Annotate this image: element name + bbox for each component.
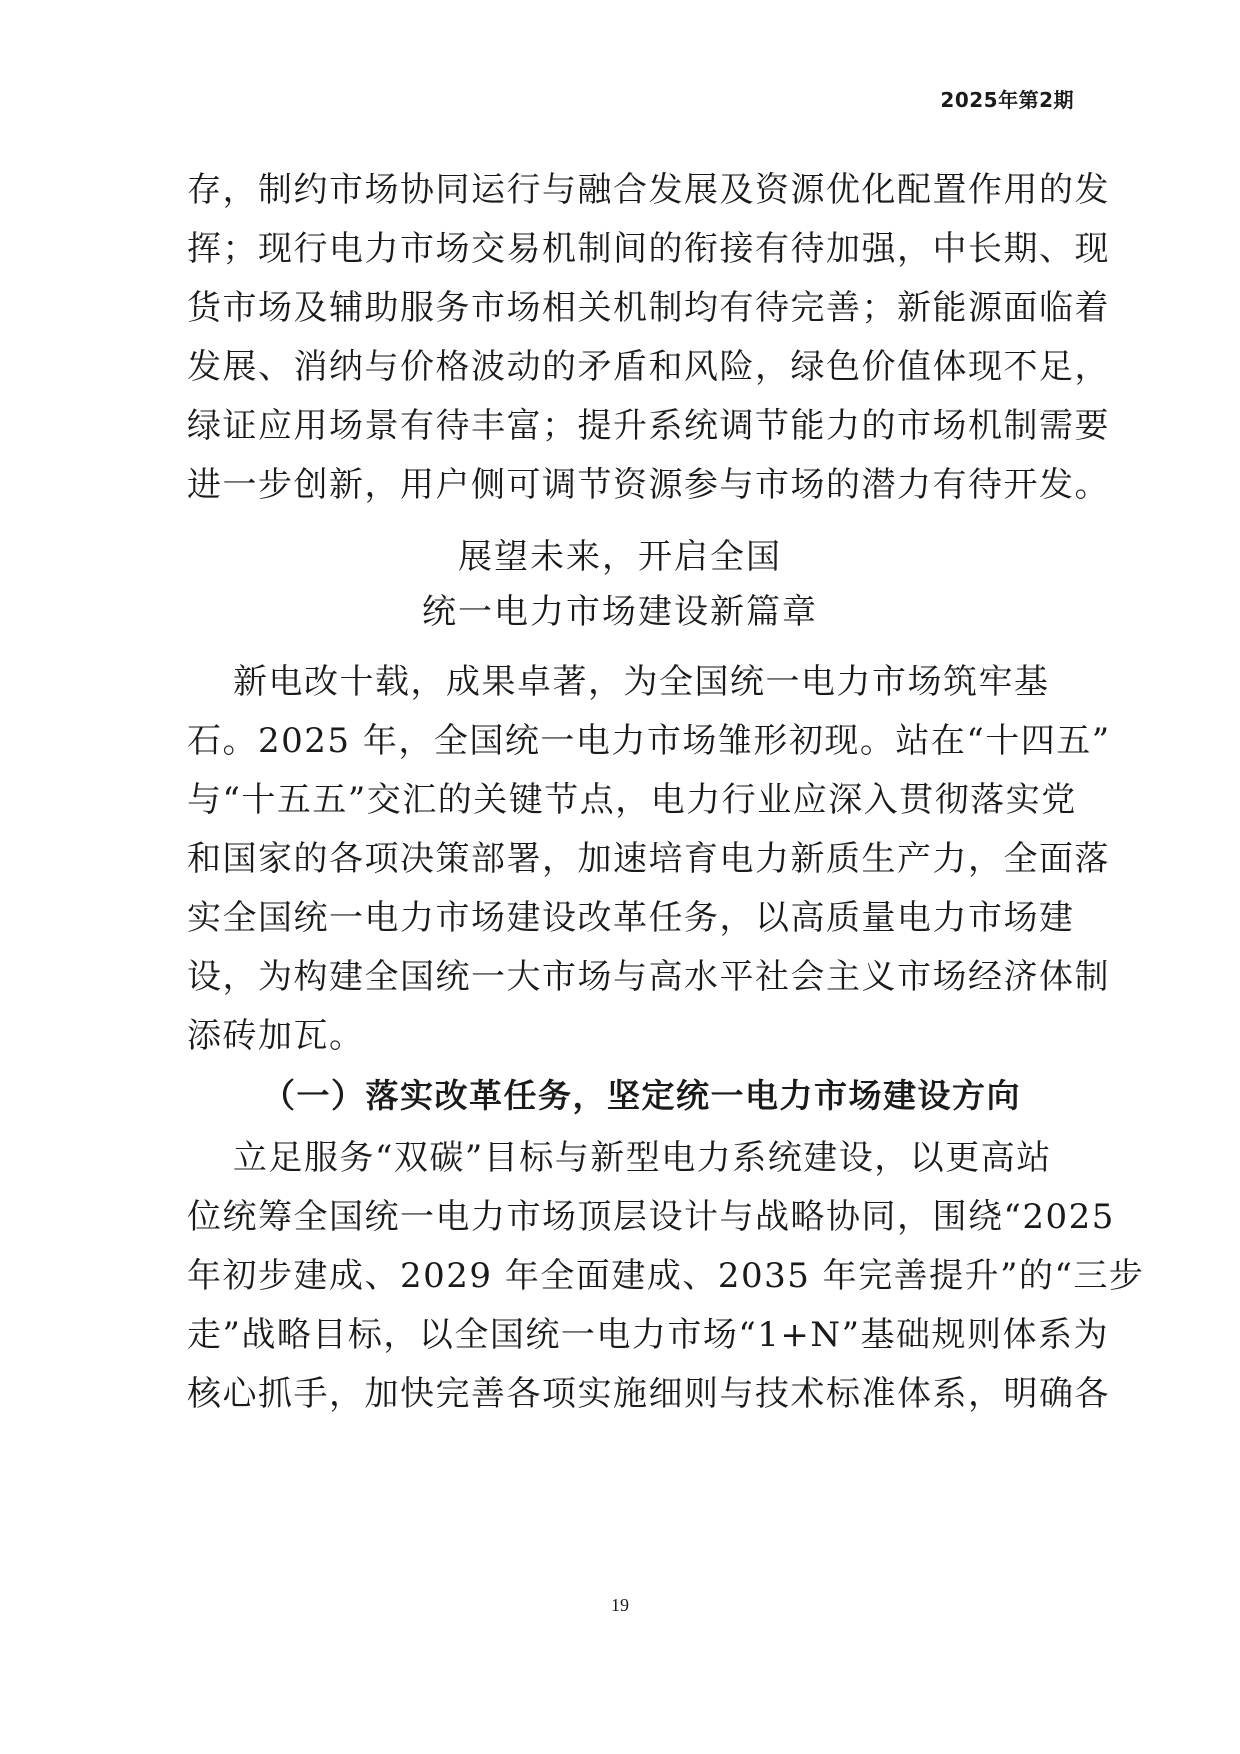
text-line: 挥；现行电力市场交易机制间的衔接有待加强，中长期、现: [187, 229, 1110, 269]
section-title-line: 统一电力市场建设新篇章: [422, 592, 818, 632]
subsection-title: （一）落实改革任务，坚定统一电力市场建设方向: [262, 1076, 1021, 1115]
section-title-line: 展望未来，开启全国: [458, 537, 782, 577]
text-line: 进一步创新，用户侧可调节资源参与市场的潜力有待开发。: [187, 465, 1110, 505]
text-line: 和国家的各项决策部署，加速培育电力新质生产力，全面落: [187, 839, 1110, 879]
text-line: 立足服务“双碳”目标与新型电力系统建设，以更高站: [233, 1138, 1052, 1178]
issue-label: 2025年第2期: [940, 88, 1074, 112]
text-line: 位统筹全国统一电力市场顶层设计与战略协同，围绕“2025: [187, 1197, 1115, 1237]
text-line: 存，制约市场协同运行与融合发展及资源优化配置作用的发: [187, 170, 1110, 210]
text-line: 石。2025 年，全国统一电力市场雏形初现。站在“十四五”: [187, 721, 1111, 761]
text-line: 与“十五五”交汇的关键节点，电力行业应深入贯彻落实党: [187, 780, 1077, 820]
text-line: 走”战略目标，以全国统一电力市场“1+N”基础规则体系为: [187, 1315, 1110, 1355]
text-line: 绿证应用场景有待丰富；提升系统调节能力的市场机制需要: [187, 406, 1110, 446]
text-line: 核心抓手，加快完善各项实施细则与技术标准体系，明确各: [187, 1374, 1110, 1414]
text-line: 设，为构建全国统一大市场与高水平社会主义市场经济体制: [187, 957, 1110, 997]
page-number: 19: [611, 1595, 629, 1615]
text-line: 添砖加瓦。: [187, 1016, 365, 1056]
text-line: 年初步建成、2029 年全面建成、2035 年完善提升”的“三步: [187, 1256, 1145, 1296]
text-line: 实全国统一电力市场建设改革任务，以高质量电力市场建: [187, 898, 1075, 938]
text-line: 货市场及辅助服务市场相关机制均有待完善；新能源面临着: [187, 288, 1110, 328]
text-line: 新电改十载，成果卓著，为全国统一电力市场筑牢基: [233, 662, 1050, 702]
text-line: 发展、消纳与价格波动的矛盾和风险，绿色价值体现不足，: [187, 347, 1110, 387]
